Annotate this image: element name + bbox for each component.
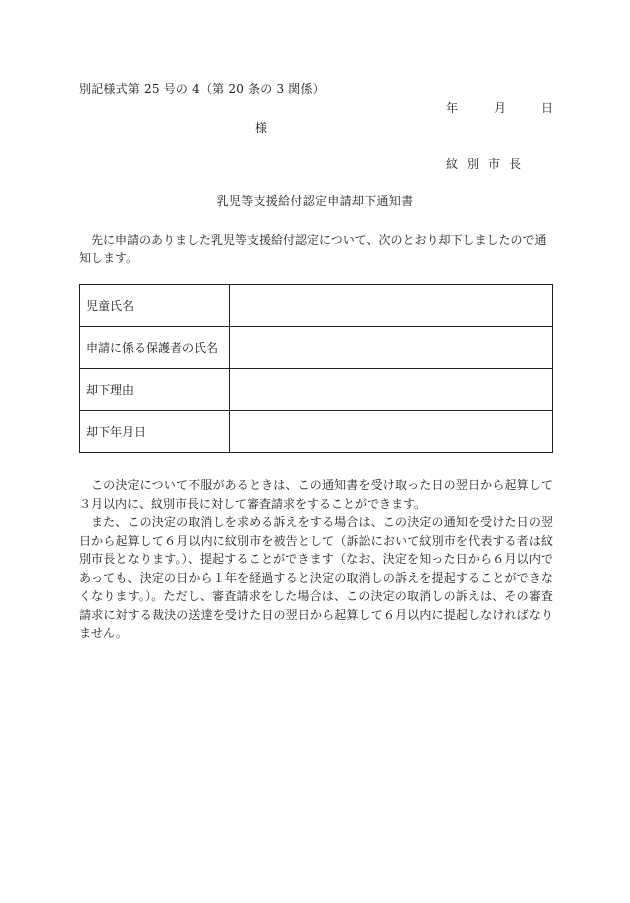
date-month-label: 月 [494,101,507,115]
document-title: 乳児等支援給付認定申請却下通知書 [216,194,414,208]
info-table [79,284,553,453]
addressee-suffix: 様 [255,121,268,135]
issuer-name: 紋別市長 [446,157,531,171]
note-lawsuit: また、この決定の取消しを求める訴えをする場合は、この決定の通知を受けた日の翌日から起算して６月以内に紋別市を被告として（訴訟において紋別市を代表する者は紋別市長となります。）、提起することができます（なお、決定を知った日から６月以内であっても、決定の日から１年を経過すると決定の取消しの訴えを提起することができなくなります。）。ただし、審査請求をした場合は、この決定の取消しの訴えは、その審査請求に対する裁決の送達を受けた日の翌日から起算して６月以内に提起しなければなりません。 [79,515,553,640]
intro-text: 先に申請のありました乳児等支援給付認定について、次のとおり却下しましたので通知します。 [79,233,547,265]
form-number: 別記様式第 25 号の 4（第 20 条の 3 関係） [79,82,325,96]
date-day-label: 日 [541,101,554,115]
table-row [80,411,553,453]
value-child-name[interactable] [230,285,553,327]
date-year-label: 年 [446,101,459,115]
label-guardian-name: 申請に係る保護者の氏名 [80,327,230,369]
label-rejection-date: 却下年月日 [80,411,230,453]
note-appeal: この決定について不服があるときは、この通知書を受け取った日の翌日から起算して３月以内に、紋別市長に対して審査請求をすることができます。 [79,478,553,511]
table-row [80,369,553,411]
value-rejection-reason[interactable] [230,369,553,411]
value-rejection-date[interactable] [230,411,553,453]
table-row [80,285,553,327]
value-guardian-name[interactable] [230,327,553,369]
label-child-name: 児童氏名 [80,285,230,327]
notes-section [79,476,553,643]
table-row [80,327,553,369]
label-rejection-reason: 却下理由 [80,369,230,411]
